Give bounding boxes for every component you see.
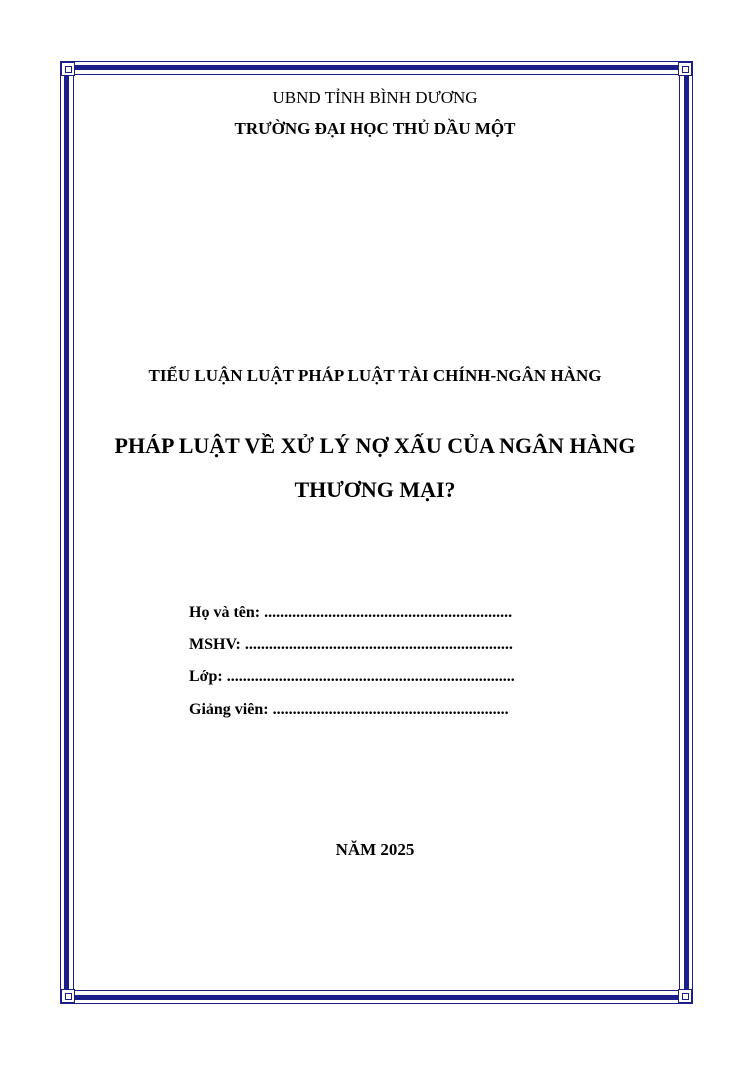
class-field: Lớp: ........................................................................: [189, 668, 515, 685]
document-title-line-1: PHÁP LUẬT VỀ XỬ LÝ NỢ XẤU CỦA NGÂN HÀNG: [114, 433, 636, 458]
corner-ornament-bottom-left: [61, 989, 75, 1003]
year-label: NĂM 2025: [335, 840, 415, 859]
school-name: TRƯỜNG ĐẠI HỌC THỦ DẦU MỘT: [234, 119, 516, 138]
student-name-field: Họ và tên: ..............................................................: [189, 604, 513, 621]
corner-ornament-top-right: [678, 62, 692, 76]
corner-ornament-top-left: [61, 62, 75, 76]
student-id-field: MSHV: ...................................................................: [189, 636, 513, 653]
document-title-line-2: THƯƠNG MẠI?: [294, 477, 456, 502]
document-kind: TIỂU LUẬN LUẬT PHÁP LUẬT TÀI CHÍNH-NGÂN HÀNG: [148, 366, 602, 385]
organization-name: UBND TỈNH BÌNH DƯƠNG: [272, 88, 478, 107]
lecturer-field: Giảng viên: ...........................................................: [189, 701, 509, 718]
corner-ornament-bottom-right: [678, 989, 692, 1003]
